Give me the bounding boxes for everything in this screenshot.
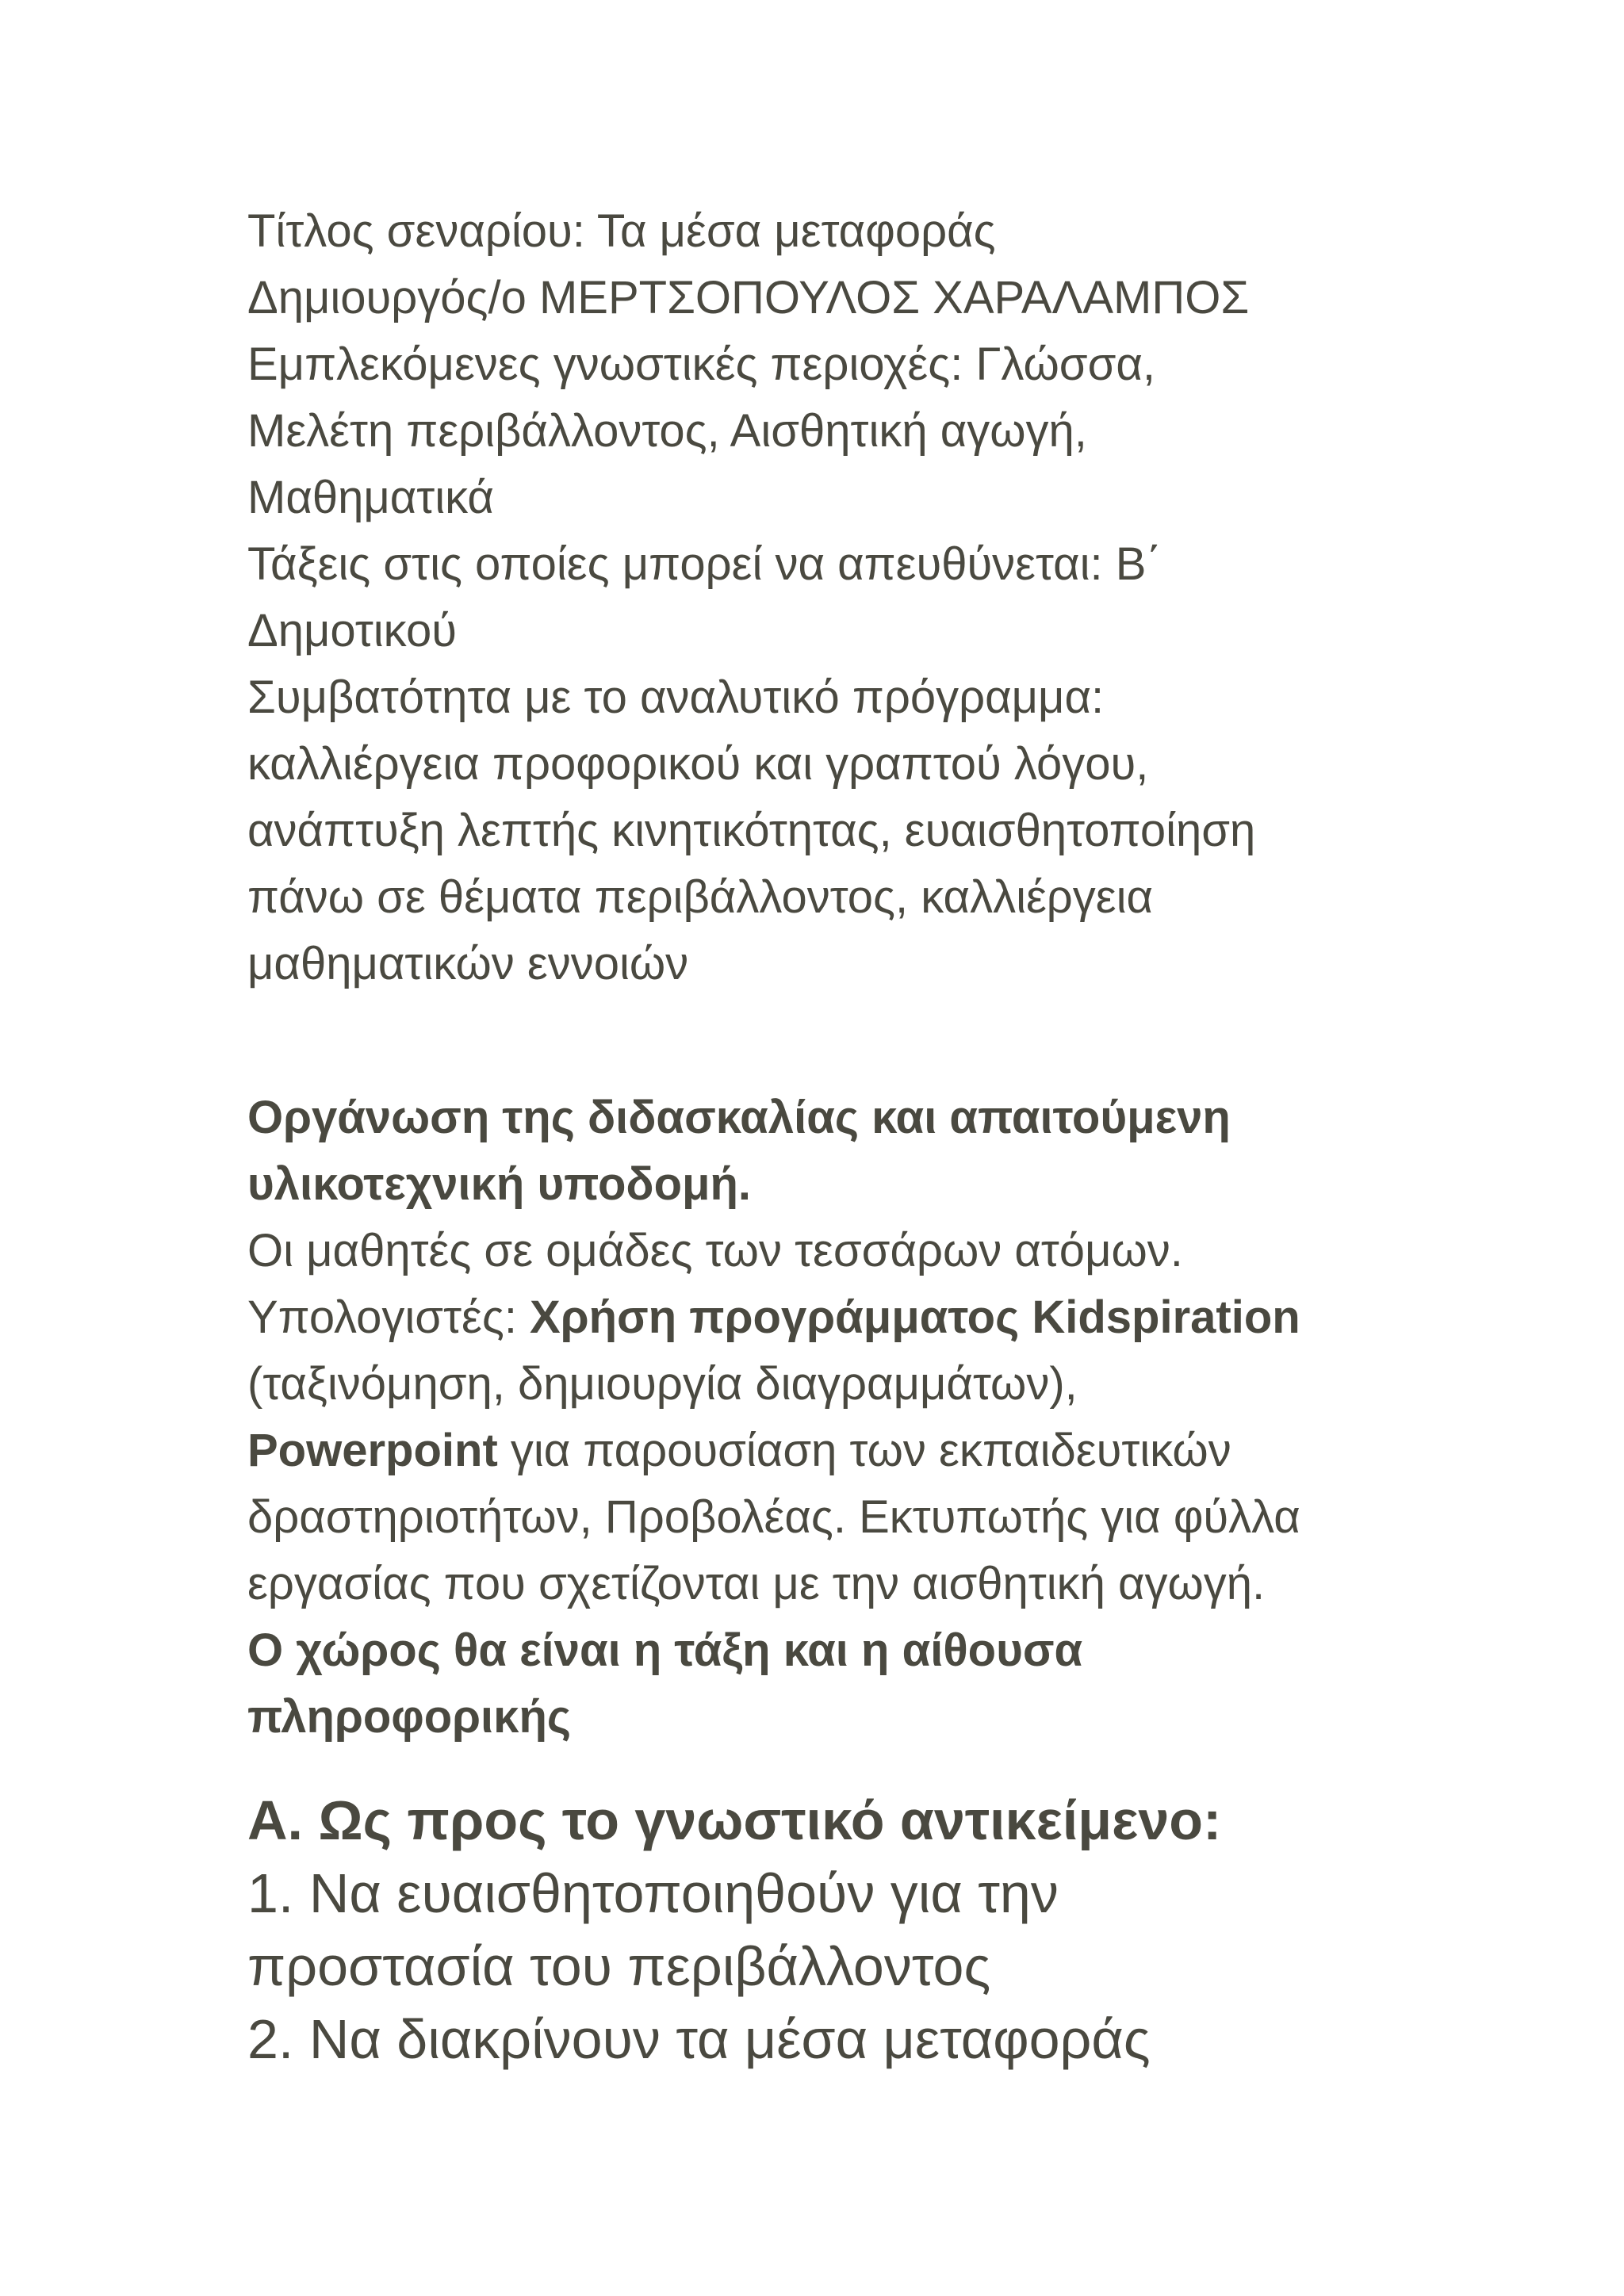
kidspiration-text: Χρήση προγράμματος Kidspiration bbox=[530, 1292, 1300, 1343]
scenario-info bbox=[247, 198, 1405, 997]
grade-levels-line: Τάξεις στις οποίες μπορεί να απευθύνεται: Β΄ bbox=[247, 538, 1162, 590]
scenario-title-line: Τίτλος σεναρίου: Τα μέσα μεταφοράς bbox=[247, 205, 996, 257]
equipment-line: δραστηριοτήτων, Προβολέας. Εκτυπωτής για φύλλα bbox=[247, 1491, 1300, 1543]
curriculum-compatibility-line: καλλιέργεια προφορικού και γραπτού λόγου, bbox=[247, 738, 1149, 790]
computers-line bbox=[247, 1284, 1405, 1351]
document-content bbox=[247, 198, 1405, 2076]
curriculum-compatibility-line: μαθηματικών εννοιών bbox=[247, 938, 689, 989]
objective-item-1: 1. Να ευαισθητοποιηθούν για την bbox=[247, 1862, 1059, 1924]
powerpoint-description: για παρουσίαση των εκπαιδευτικών bbox=[497, 1425, 1231, 1476]
curriculum-compatibility-line: ανάπτυξη λεπτής κινητικότητας, ευαισθητοποίηση bbox=[247, 805, 1256, 856]
subject-areas-line: Εμπλεκόμενες γνωστικές περιοχές: Γλώσσα, bbox=[247, 339, 1156, 390]
curriculum-compatibility-line: Συμβατότητα με το αναλυτικό πρόγραμμα: bbox=[247, 672, 1105, 723]
objective-item-2: 2. Να διακρίνουν τα μέσα μεταφοράς bbox=[247, 2008, 1151, 2070]
classification-line: (ταξινόμηση, δημιουργία διαγραμμάτων), bbox=[247, 1358, 1078, 1410]
organization-heading: υλικοτεχνική υποδομή. bbox=[247, 1158, 752, 1210]
objectives-heading: Α. Ως προς το γνωστικό αντικείμενο: bbox=[247, 1789, 1222, 1851]
subject-areas-line: Μαθηματικά bbox=[247, 472, 494, 523]
curriculum-compatibility-line: πάνω σε θέματα περιβάλλοντος, καλλιέργεια bbox=[247, 871, 1154, 923]
objectives-section bbox=[247, 1784, 1405, 2076]
powerpoint-text: Powerpoint bbox=[247, 1425, 498, 1476]
space-line: πληροφορικής bbox=[247, 1691, 572, 1743]
subject-areas-line: Μελέτη περιβάλλοντος, Αισθητική αγωγή, bbox=[247, 405, 1087, 457]
organization-section bbox=[247, 1085, 1405, 1751]
grade-levels-line: Δημοτικού bbox=[247, 605, 457, 656]
worksheets-line: εργασίας που σχετίζονται με την αισθητική αγωγή. bbox=[247, 1558, 1266, 1609]
powerpoint-line bbox=[247, 1418, 1405, 1484]
computers-label: Υπολογιστές: bbox=[247, 1292, 530, 1343]
space-line: Ο χώρος θα είναι η τάξη και η αίθουσα bbox=[247, 1624, 1083, 1676]
author-line: Δημιουργός/ο ΜΕΡΤΣΟΠΟΥΛΟΣ ΧΑΡΑΛΑΜΠΟΣ bbox=[247, 272, 1250, 323]
organization-heading: Οργάνωση της διδασκαλίας και απαιτούμενη bbox=[247, 1092, 1231, 1143]
students-groups-line: Οι μαθητές σε ομάδες των τεσσάρων ατόμων. bbox=[247, 1225, 1183, 1276]
objective-item-1: προστασία του περιβάλλοντος bbox=[247, 1935, 991, 1997]
